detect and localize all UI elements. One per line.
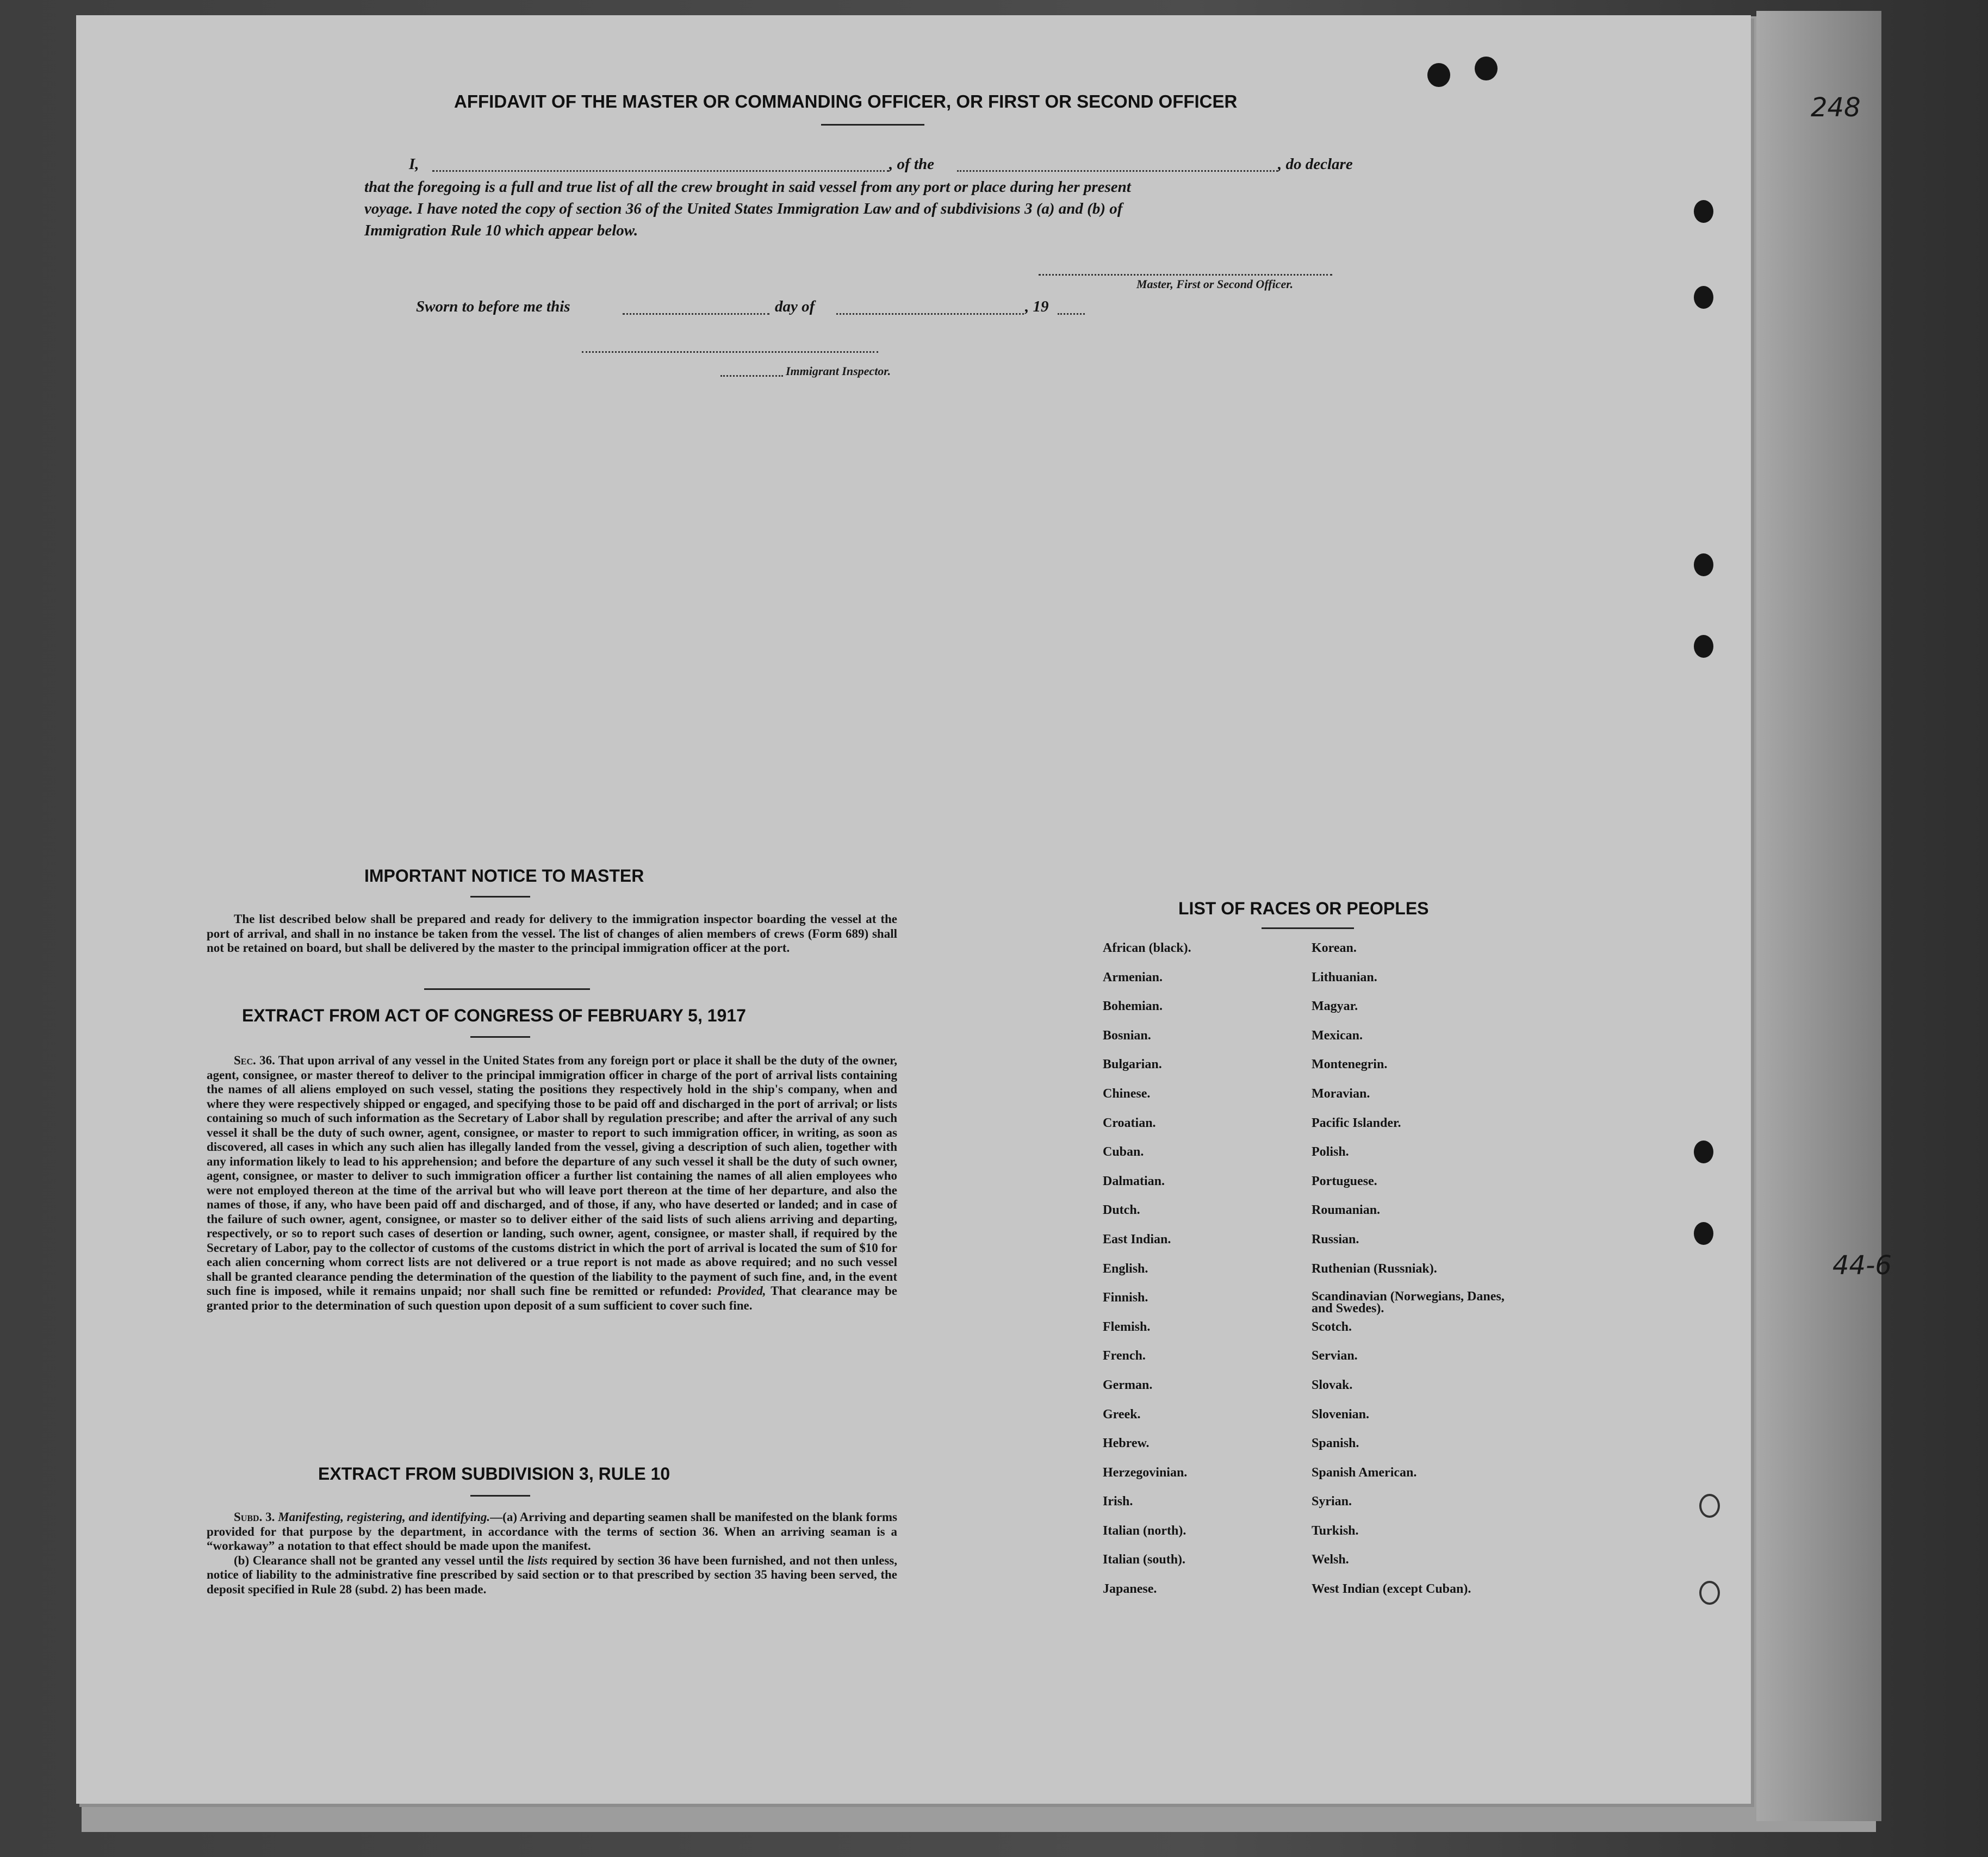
rule-extract-title: EXTRACT FROM SUBDIVISION 3, RULE 10 bbox=[318, 1464, 670, 1484]
binder-hole bbox=[1694, 635, 1713, 658]
binder-hole-ring bbox=[1699, 1581, 1720, 1605]
race-item: East Indian. bbox=[1103, 1232, 1171, 1247]
race-item: Pacific Islander. bbox=[1312, 1116, 1401, 1130]
race-item: Italian (north). bbox=[1103, 1523, 1186, 1538]
inspector-label: Immigrant Inspector. bbox=[786, 364, 891, 378]
race-item: Scandinavian (Norwegians, Danes, and Swedes). bbox=[1312, 1289, 1505, 1316]
race-item: Spanish. bbox=[1312, 1436, 1359, 1451]
race-item: Herzegovinian. bbox=[1103, 1465, 1188, 1480]
race-item: German. bbox=[1103, 1378, 1153, 1392]
race-item: Japanese. bbox=[1103, 1582, 1157, 1597]
handwritten-page-number: 248 bbox=[1811, 92, 1861, 123]
sec-label: Sec. 36. bbox=[234, 1054, 275, 1067]
race-item: Dalmatian. bbox=[1103, 1174, 1165, 1188]
race-item: Servian. bbox=[1312, 1349, 1358, 1363]
master-signature-label: Master, First or Second Officer. bbox=[1136, 277, 1294, 291]
title-underline bbox=[821, 124, 924, 126]
affidavit-body-line2: voyage. I have noted the copy of section 36 of the United States Immigration Law and of subdivisions 3 (a) and (b) of bbox=[364, 200, 1123, 217]
race-item: Cuban. bbox=[1103, 1145, 1144, 1160]
race-item: Bohemian. bbox=[1103, 999, 1163, 1014]
binder-hole bbox=[1694, 553, 1713, 576]
race-item: Slovak. bbox=[1312, 1378, 1353, 1392]
race-item: Ruthenian (Russniak). bbox=[1312, 1261, 1437, 1276]
race-item: Italian (south). bbox=[1103, 1553, 1186, 1567]
affidavit-of-the: , of the bbox=[889, 155, 934, 173]
race-item: Dutch. bbox=[1103, 1203, 1140, 1218]
race-item: West Indian (except Cuban). bbox=[1312, 1582, 1471, 1597]
race-item: French. bbox=[1103, 1349, 1146, 1363]
act-underline bbox=[470, 1036, 530, 1038]
inspector-signature-blank[interactable] bbox=[582, 351, 878, 353]
race-item: Roumanian. bbox=[1312, 1203, 1381, 1218]
right-page-edge bbox=[1756, 11, 1881, 1821]
race-item: Irish. bbox=[1103, 1494, 1133, 1509]
notice-underline bbox=[470, 896, 530, 898]
race-item: Spanish American. bbox=[1312, 1465, 1417, 1480]
act-extract-title: EXTRACT FROM ACT OF CONGRESS OF FEBRUARY 5, 1917 bbox=[242, 1006, 746, 1025]
race-item: Armenian. bbox=[1103, 970, 1163, 984]
binder-hole bbox=[1694, 1222, 1713, 1245]
races-left-column bbox=[1103, 941, 1191, 1611]
binder-hole bbox=[1694, 1141, 1713, 1163]
race-item: Scotch. bbox=[1312, 1319, 1352, 1334]
sworn-label: Sworn to before me this bbox=[416, 298, 570, 315]
race-item: Korean. bbox=[1312, 941, 1357, 955]
race-item: Bosnian. bbox=[1103, 1028, 1151, 1043]
race-item: Syrian. bbox=[1312, 1494, 1352, 1509]
sworn-year-blank[interactable] bbox=[1058, 313, 1085, 315]
race-item: Moravian. bbox=[1312, 1086, 1370, 1101]
year-label: , 19 bbox=[1025, 298, 1049, 315]
sworn-day-blank[interactable] bbox=[623, 313, 769, 315]
vessel-blank[interactable] bbox=[957, 170, 1278, 172]
rule-extract-text: Subd. 3. Manifesting, registering, and identifying.—(a) Arriving and departing seamen shall be manifested on the blank forms provided for that purpose by the department, in accordance with the terms of section 36. When an arriving seaman is a “workaway” a notation to that effect should be made upon the manifest. (b) Clearance shall not be granted any vessel until the lists required by section 36 have been furnished, and not then unless, notice of liability to the administrative fine prescribed by said section or to that prescribed by section 35 having been served, the deposit specified in Rule 28 (subd. 2) has been made. bbox=[207, 1510, 898, 1596]
document-page bbox=[76, 15, 1751, 1804]
race-item: English. bbox=[1103, 1261, 1148, 1276]
punch-hole bbox=[1475, 57, 1498, 80]
master-signature-blank[interactable] bbox=[1039, 274, 1332, 276]
punch-hole bbox=[1427, 63, 1450, 87]
name-blank[interactable] bbox=[432, 170, 889, 172]
race-item: African (black). bbox=[1103, 941, 1191, 955]
inspector-signature-lead bbox=[720, 375, 783, 377]
notice-title: IMPORTANT NOTICE TO MASTER bbox=[364, 866, 644, 886]
affidavit-body-line1: that the foregoing is a full and true list of all the crew brought in said vessel from any port or place during her present bbox=[364, 178, 1131, 196]
race-item: Russian. bbox=[1312, 1232, 1359, 1247]
race-item: Magyar. bbox=[1312, 999, 1358, 1014]
handwritten-note: 44-6 bbox=[1832, 1250, 1892, 1281]
race-item: Lithuanian. bbox=[1312, 970, 1377, 984]
race-item: Flemish. bbox=[1103, 1319, 1151, 1334]
race-item: Croatian. bbox=[1103, 1116, 1156, 1130]
affidavit-do-declare: , do declare bbox=[1278, 155, 1353, 173]
sworn-month-blank[interactable] bbox=[836, 313, 1024, 315]
race-item: Finnish. bbox=[1103, 1291, 1148, 1305]
races-underline bbox=[1262, 927, 1354, 929]
race-item: Bulgarian. bbox=[1103, 1057, 1162, 1072]
races-right-column bbox=[1312, 941, 1507, 1611]
day-of-label: day of bbox=[775, 298, 815, 315]
race-item: Portuguese. bbox=[1312, 1174, 1377, 1188]
notice-divider bbox=[424, 988, 590, 990]
race-item: Polish. bbox=[1312, 1145, 1349, 1160]
race-item: Chinese. bbox=[1103, 1086, 1151, 1101]
notice-text: The list described below shall be prepared and ready for delivery to the immigration inspector boarding the vessel at the port of arrival, and shall in no instance be taken from the vessel. The list of changes of alien members of crews (Form 689) shall not be retained on board, but shall be delivered by the master to the principal immigration officer at the port. bbox=[207, 912, 897, 955]
race-item: Slovenian. bbox=[1312, 1407, 1370, 1422]
binder-hole bbox=[1694, 286, 1713, 309]
affidavit-i-label: I, bbox=[409, 155, 419, 173]
race-item: Hebrew. bbox=[1103, 1436, 1150, 1451]
race-item: Welsh. bbox=[1312, 1553, 1349, 1567]
rule-underline bbox=[470, 1495, 530, 1497]
act-extract-text: Sec. 36. That upon arrival of any vessel in the United States from any foreign port or place it shall be the duty of the owner, agent, consignee, or master thereof to deliver to the principal immigration officer in charge of the port of arrival lists containing the names of all aliens employed on such vessel, stating the positions they respectively hold in the ship's company, when and where they were respectively shipped or engaged, and specifying those to be paid off and discharged in the port of arrival; or lists containing so much of such information as the Secretary of Labor shall by regulation prescribe; and after the arrival of any such vessel it shall be the duty of such owner, agent, consignee, or master to report to such immigration officer, in writing, as soon as discovered, all cases in which any such alien has illegally landed from the vessel, giving a description of such alien, together with any information likely to lead to his apprehension; and before the departure of any such vessel it shall be the duty of such owner, agent, consignee, or master to deliver to such immigration officer a further list containing the names of all alien employees who were not employed thereon at the time of the arrival but who will leave port thereon at the time of her departure, and also the names of those, if any, who have been paid off and discharged, and of those, if any, who have deserted or landed; and in case of the failure of such owner, agent, consignee, or master so to deliver either of the said lists of such aliens arriving and departing, respectively, or so to report such cases of desertion or landing, such owner, agent, consignee, or master shall, if required by the Secretary of Labor, pay to the collector of customs of the customs district in which the port of arrival is located the sum of $10 for each alien concerning whom correct lists are not delivered or a true report is not made as above required; and no such vessel shall be granted clearance pending the determination of the question of the liability to the payment of such fine, and, in the event such fine is imposed, while it remains unpaid; nor shall such fine be remitted or refunded: Provided, That clearance may be granted prior to the determination of such question upon deposit of a sum sufficient to cover such fine. bbox=[207, 1054, 897, 1312]
binder-hole-ring bbox=[1699, 1494, 1720, 1518]
race-item: Greek. bbox=[1103, 1407, 1141, 1422]
binder-hole bbox=[1694, 200, 1713, 223]
affidavit-body-line3: Immigration Rule 10 which appear below. bbox=[364, 222, 638, 239]
races-title: LIST OF RACES OR PEOPLES bbox=[1178, 899, 1429, 918]
affidavit-title: AFFIDAVIT OF THE MASTER OR COMMANDING OFFICER, OR FIRST OR SECOND OFFICER bbox=[454, 91, 1238, 111]
race-item: Montenegrin. bbox=[1312, 1057, 1388, 1072]
race-item: Mexican. bbox=[1312, 1028, 1363, 1043]
race-item: Turkish. bbox=[1312, 1523, 1359, 1538]
